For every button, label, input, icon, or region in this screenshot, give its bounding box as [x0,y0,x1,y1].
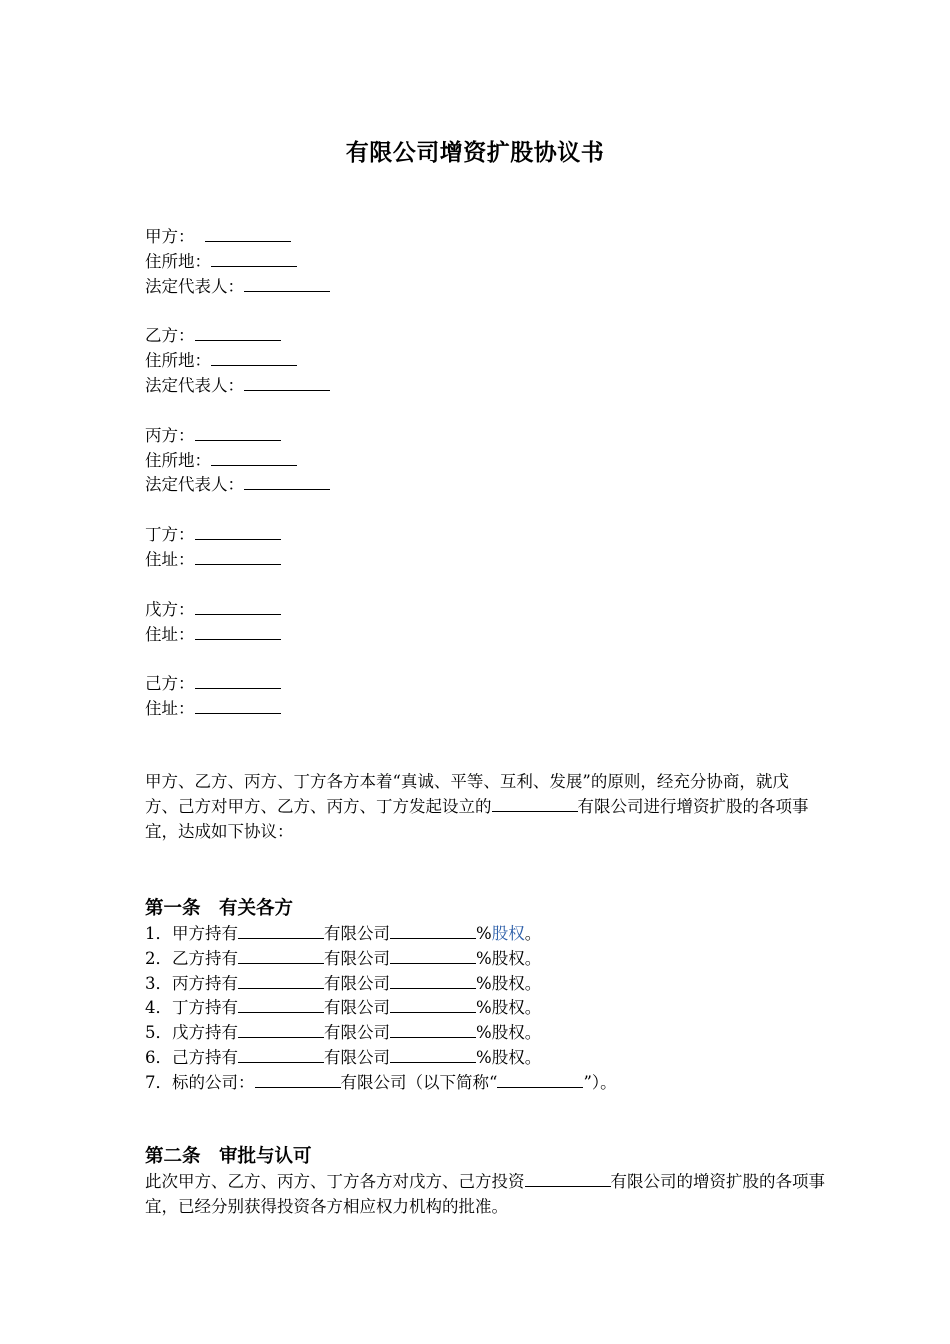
document-title: 有限公司增资扩股协议书 [345,140,605,166]
party-field [145,449,825,474]
item-end: 。 [524,973,542,993]
intro-paragraph [145,770,815,844]
item-end: 。 [524,924,542,943]
party-field-label: 丁方： [145,525,195,545]
intro-text-1: 甲方、乙方、丙方、丁方各方本着“真诚、平等、互利、发展”的原则，经充分协商，就戊方、己方对甲方、乙方、丙方、丁方发起设立的 [145,772,789,816]
party-field-blank[interactable] [244,473,330,490]
item-percent-blank[interactable] [390,1021,476,1038]
party-block [145,424,825,498]
party-field-blank[interactable] [195,424,281,441]
party-field-blank[interactable] [195,324,281,341]
section-1-item [145,972,825,997]
section-1-item [145,1021,825,1046]
party-field-label: 乙方： [145,326,195,346]
party-field-label: 法定代表人： [145,276,244,296]
item-equity: 股权 [491,973,525,993]
section-2-text-2: 有限公司的增资扩股的各项事宜，已经分别获得投资各方相应权力机构的批准。 [145,1172,825,1216]
party-field-blank[interactable] [211,349,297,366]
item-7-company-blank[interactable] [255,1071,341,1088]
section-1-item [145,996,825,1021]
party-field-blank[interactable] [195,598,281,615]
item-equity: 股权 [491,1023,525,1043]
item-percent-blank[interactable] [390,972,476,989]
item-amount-blank[interactable] [238,1046,324,1063]
party-field-label: 住所地： [145,351,211,371]
item-company-label: 有限公司 [324,1023,390,1043]
item-7-mid: 有限公司（以下简称“ [340,1072,498,1092]
party-field-label: 住址： [145,549,195,569]
equity-link[interactable]: 股权 [491,924,525,943]
party-field [145,523,825,548]
party-field-label: 住所地： [145,450,211,470]
section-2-paragraph [145,1170,825,1220]
item-num: 1． [145,924,172,943]
party-field-blank[interactable] [195,697,281,714]
party-field-label: 己方： [145,674,195,694]
party-field-blank[interactable] [211,449,297,466]
item-num: 2． [145,948,172,968]
section-2-text-1: 此次甲方、乙方、丙方、丁方各方对戊方、己方投资 [145,1172,525,1191]
party-field-blank[interactable] [195,672,281,689]
section-1-item [145,922,825,947]
item-holder: 己方持有 [172,1047,238,1067]
item-percent-sign: % [476,1047,492,1067]
item-holder: 戊方持有 [172,1023,238,1043]
item-holder: 乙方持有 [172,948,238,968]
party-field [145,623,825,648]
party-field [145,697,825,722]
item-percent-blank[interactable] [390,922,476,939]
item-company-label: 有限公司 [324,973,390,993]
item-num: 4． [145,998,172,1018]
section-2-heading: 第二条 审批与认可 [145,1146,312,1167]
intro-company-blank[interactable] [492,795,578,812]
party-field-label: 住所地： [145,251,211,271]
party-field-label: 住址： [145,699,195,719]
party-field [145,250,825,275]
party-field [145,473,825,498]
item-percent-blank[interactable] [390,947,476,964]
section-2 [145,1144,825,1220]
parties-list [145,225,825,747]
item-company-label: 有限公司 [324,998,390,1018]
section-1-heading: 第一条 有关各方 [145,898,294,919]
item-percent-sign: % [476,973,492,993]
item-7-end: ”）。 [583,1072,617,1092]
item-percent-blank[interactable] [390,1046,476,1063]
item-amount-blank[interactable] [238,922,324,939]
party-field [145,598,825,623]
item-end: 。 [524,1047,542,1067]
party-field-label: 法定代表人： [145,475,244,495]
party-field [145,374,825,399]
item-equity: 股权 [491,1047,525,1067]
party-field [145,349,825,374]
item-percent-blank[interactable] [390,996,476,1013]
party-block [145,523,825,573]
item-company-label: 有限公司 [324,948,390,968]
party-field-blank[interactable] [195,548,281,565]
item-equity: 股权 [491,948,525,968]
party-field-blank[interactable] [244,374,330,391]
party-block [145,672,825,722]
item-amount-blank[interactable] [238,947,324,964]
item-holder: 丙方持有 [172,973,238,993]
item-percent-sign: % [476,1023,492,1043]
party-block [145,598,825,648]
item-7-num: 7． [145,1072,172,1092]
section-1-item [145,1046,825,1071]
party-field-blank[interactable] [244,275,330,292]
item-num: 6． [145,1047,172,1067]
party-field-blank[interactable] [195,623,281,640]
party-field-label: 丙方： [145,425,195,445]
item-percent-sign: % [476,924,492,943]
party-block [145,324,825,398]
item-end: 。 [524,1023,542,1043]
party-field-label: 住址： [145,624,195,644]
item-company-label: 有限公司 [324,924,390,943]
item-company-label: 有限公司 [324,1047,390,1067]
party-block [145,225,825,299]
item-7-short-name-blank[interactable] [497,1071,583,1088]
item-num: 5． [145,1023,172,1043]
item-amount-blank[interactable] [238,1021,324,1038]
party-field-label: 法定代表人： [145,375,244,395]
party-field [145,225,825,250]
party-field [145,672,825,697]
item-percent-sign: % [476,998,492,1018]
party-field [145,424,825,449]
item-percent-sign: % [476,948,492,968]
party-field-blank[interactable] [211,250,297,267]
party-field-label: 戊方： [145,599,195,619]
party-field [145,275,825,300]
party-field-blank[interactable] [195,523,281,540]
item-holder: 丁方持有 [172,998,238,1018]
section-1 [145,896,825,1096]
party-field-label: 甲方： [145,227,195,246]
item-end: 。 [524,948,542,968]
section-1-item-7 [145,1071,825,1096]
item-holder: 甲方持有 [172,924,238,943]
party-field-blank[interactable] [205,225,291,242]
section-1-items [145,922,825,1071]
item-7-prefix: 标的公司： [172,1072,255,1092]
section-1-item [145,947,825,972]
party-field [145,324,825,349]
item-num: 3． [145,973,172,993]
item-equity: 股权 [491,998,525,1018]
item-amount-blank[interactable] [238,996,324,1013]
section-2-company-blank[interactable] [525,1170,611,1187]
item-amount-blank[interactable] [238,972,324,989]
intro-text-2: 有限公司进行增资扩股的各项事宜，达成如下协议： [145,796,809,841]
party-field [145,548,825,573]
item-end: 。 [524,998,542,1018]
